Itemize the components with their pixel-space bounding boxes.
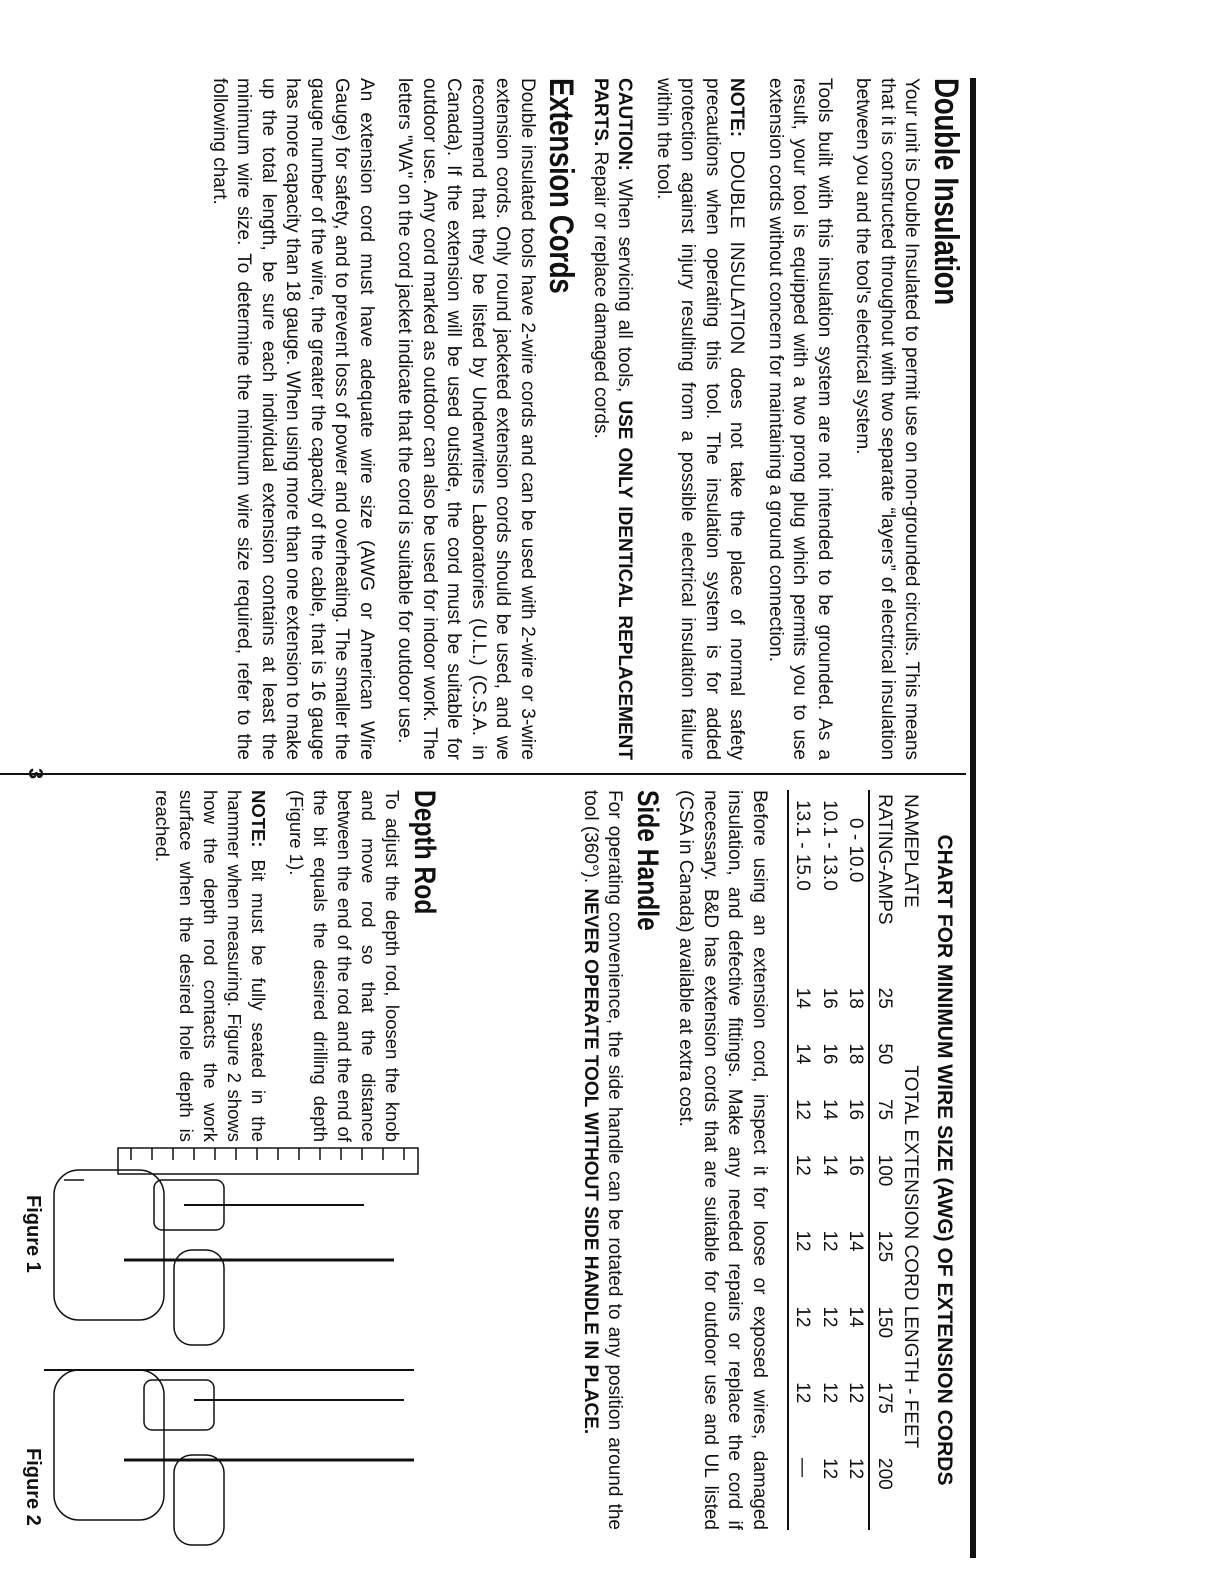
paragraph-inspect-cord: Before using an extension cord, inspect it for loose or exposed wires, damaged insulation, and defective fittings. Make any needed repairs or replace the cord if necessary. B&D has extension cords that are suitable for outdoor use and UL listed (CSA in Canada) available at extra cost. xyxy=(675,790,770,1530)
size-cell: 12 xyxy=(819,1230,840,1252)
length-cell: 175 xyxy=(874,1382,895,1414)
size-cell: 12 xyxy=(788,1151,816,1227)
caution-bold: USE ONLY IDENTICAL REPLACEMENT PARTS. xyxy=(590,78,636,761)
size-cell: 12 xyxy=(819,1306,840,1328)
size-cell: 16 xyxy=(819,1043,840,1065)
length-cell: 200 xyxy=(874,1458,895,1490)
length-cell: 25 xyxy=(874,987,895,1009)
size-cell: 14 xyxy=(788,1039,816,1095)
size-cell: 12 xyxy=(788,1378,816,1454)
column-divider xyxy=(0,773,966,775)
length-cell: 50 xyxy=(874,1043,895,1065)
size-cell: 14 xyxy=(819,1154,840,1176)
chuck xyxy=(144,1380,214,1430)
table-header-nameplate: NAMEPLATE xyxy=(900,794,922,908)
table-subheader-row xyxy=(870,790,898,1530)
note2-label: NOTE: xyxy=(248,790,269,848)
size-cell: 16 xyxy=(819,987,840,1009)
ruler xyxy=(118,1148,418,1174)
table-row xyxy=(816,790,843,1530)
table-header-rating: RATING-AMPS xyxy=(874,794,895,925)
heading-extension-cords: Extension Cords xyxy=(542,78,581,294)
side-handle-text: For operating convenience, the side handle can be rotated to any position around the tool (360°). xyxy=(580,790,626,1530)
size-cell: — xyxy=(788,1454,816,1530)
left-column xyxy=(193,78,963,760)
length-cell: 125 xyxy=(874,1230,895,1263)
table-row xyxy=(842,790,870,1530)
paragraph-wire-size: An extension cord must have adequate wire size (AWG or American Wire Gauge) for safety, and to prevent loss of power and overheating. The smaller the gauge number of the wire, the greater the capacity of the cable, that is 16 gauge has more capacity than 18 gauge. When using more than one extension to make up the total length, be sure each individual extension contains at least the minimum wire size. To determine the minimum wire size required, refer to the following chart. xyxy=(209,78,377,760)
side-handle xyxy=(174,1455,224,1545)
size-cell: 12 xyxy=(788,1302,816,1378)
heading-double-insulation: Double Insulation xyxy=(927,78,965,305)
figure-2-caption: Figure 2 xyxy=(22,1448,44,1526)
paragraph-depth-rod: To adjust the depth rod, loosen the knob and move rod so that the distance between the end of the rod and the end of the bit equals the desired drilling depth (Figure 1). xyxy=(286,790,403,1142)
note2-paragraph xyxy=(150,790,270,1142)
depth-rod-column xyxy=(136,790,441,1142)
caution-label: CAUTION: xyxy=(614,78,636,171)
size-cell: 12 xyxy=(819,1382,840,1404)
size-cell: 12 xyxy=(788,1095,816,1151)
size-cell: 16 xyxy=(842,1095,870,1151)
size-cell: 18 xyxy=(842,984,870,1040)
note2-text: Bit must be fully seated in the hammer when measuring. Figure 2 shows how the depth rod contacts the work surface when the desired hole depth is reached. xyxy=(152,790,269,1142)
paragraph-extension-cords: Double insulated tools have 2-wire cords and can be used with 2-wire or 3-wire extension cords. Only round jacketed extension cords should be used, and we recommend that they be listed by Underwriters Laboratories (U.L.) (C.S.A. in Canada). If the extension will be used outside, the cord must be suitable for outdoor use. Any cord marked as outdoor can also be used for indoor work. The letters "WA" on the cord jacket indicate that the cord is suitable for outdoor use. xyxy=(394,78,538,760)
heading-side-handle: Side Handle xyxy=(631,790,664,931)
paragraph-side-handle xyxy=(578,790,627,1530)
note-text: DOUBLE INSULATION does not take the place of normal safety precautions when operating this tool. The insulation system is for added protection against injury resulting from a possible electrical insulation failure within the tool. xyxy=(653,78,748,760)
figure-1-caption: Figure 1 xyxy=(22,1195,44,1273)
paragraph-double-insulation: Your unit is Double Insulated to permit use on non-grounded circuits. This means that it is constructed throughout with two separate “layers” of electrical insulation between you and the tool's electrical system. xyxy=(852,78,923,760)
chart-title: CHART FOR MINIMUM WIRE SIZE (AWG) OF EXTENSION CORDS xyxy=(933,834,956,1486)
drill-body xyxy=(54,1170,164,1320)
size-cell: 12 xyxy=(819,1458,840,1480)
amps-cell: 13.1 - 15.0 xyxy=(788,790,816,984)
size-cell: 16 xyxy=(842,1151,870,1227)
length-cell: 150 xyxy=(874,1306,895,1339)
size-cell: 14 xyxy=(788,984,816,1040)
size-cell: 12 xyxy=(842,1378,870,1454)
note-label: NOTE: xyxy=(726,78,748,138)
caution-tail: Repair or replace damaged cords. xyxy=(590,146,611,439)
figure-2-drill-illustration xyxy=(39,1360,424,1560)
length-cell: 100 xyxy=(874,1154,895,1187)
size-cell: 14 xyxy=(819,1098,840,1121)
table-header-length: TOTAL EXTENSION CORD LENGTH - FEET xyxy=(900,1065,922,1449)
drill-body xyxy=(54,1370,164,1520)
paragraph-tools-built: Tools built with this insulation system are not intended to be grounded. As a result, your tool is equipped with a two prong plug which permits you to use extension cords without concern for maintaining a ground connection. xyxy=(765,78,835,760)
size-cell: 12 xyxy=(788,1226,816,1302)
caution-paragraph xyxy=(588,78,637,760)
amps-cell: 10.1 - 13.0 xyxy=(819,800,840,891)
caution-text: When servicing all tools, xyxy=(614,170,636,401)
note-paragraph xyxy=(651,78,749,760)
right-column xyxy=(564,790,963,1530)
top-rule xyxy=(970,78,976,1558)
figure-1-drill-illustration xyxy=(39,1140,424,1355)
ruler-ticks xyxy=(131,1148,404,1160)
heading-depth-rod: Depth Rod xyxy=(408,790,441,915)
wire-size-table xyxy=(787,790,924,1530)
length-cell: 75 xyxy=(874,1098,895,1121)
size-cell: 14 xyxy=(842,1302,870,1378)
table-header-row xyxy=(897,790,924,1530)
side-handle xyxy=(174,1250,224,1345)
table-row xyxy=(788,790,816,1530)
page-number: 3 xyxy=(24,768,46,780)
amps-cell: 0 - 10.0 xyxy=(842,790,870,984)
side-handle-warning: NEVER OPERATE TOOL WITHOUT SIDE HANDLE IN PLACE. xyxy=(580,888,601,1435)
size-cell: 12 xyxy=(842,1454,870,1530)
size-cell: 18 xyxy=(842,1039,870,1095)
size-cell: 14 xyxy=(842,1226,870,1302)
